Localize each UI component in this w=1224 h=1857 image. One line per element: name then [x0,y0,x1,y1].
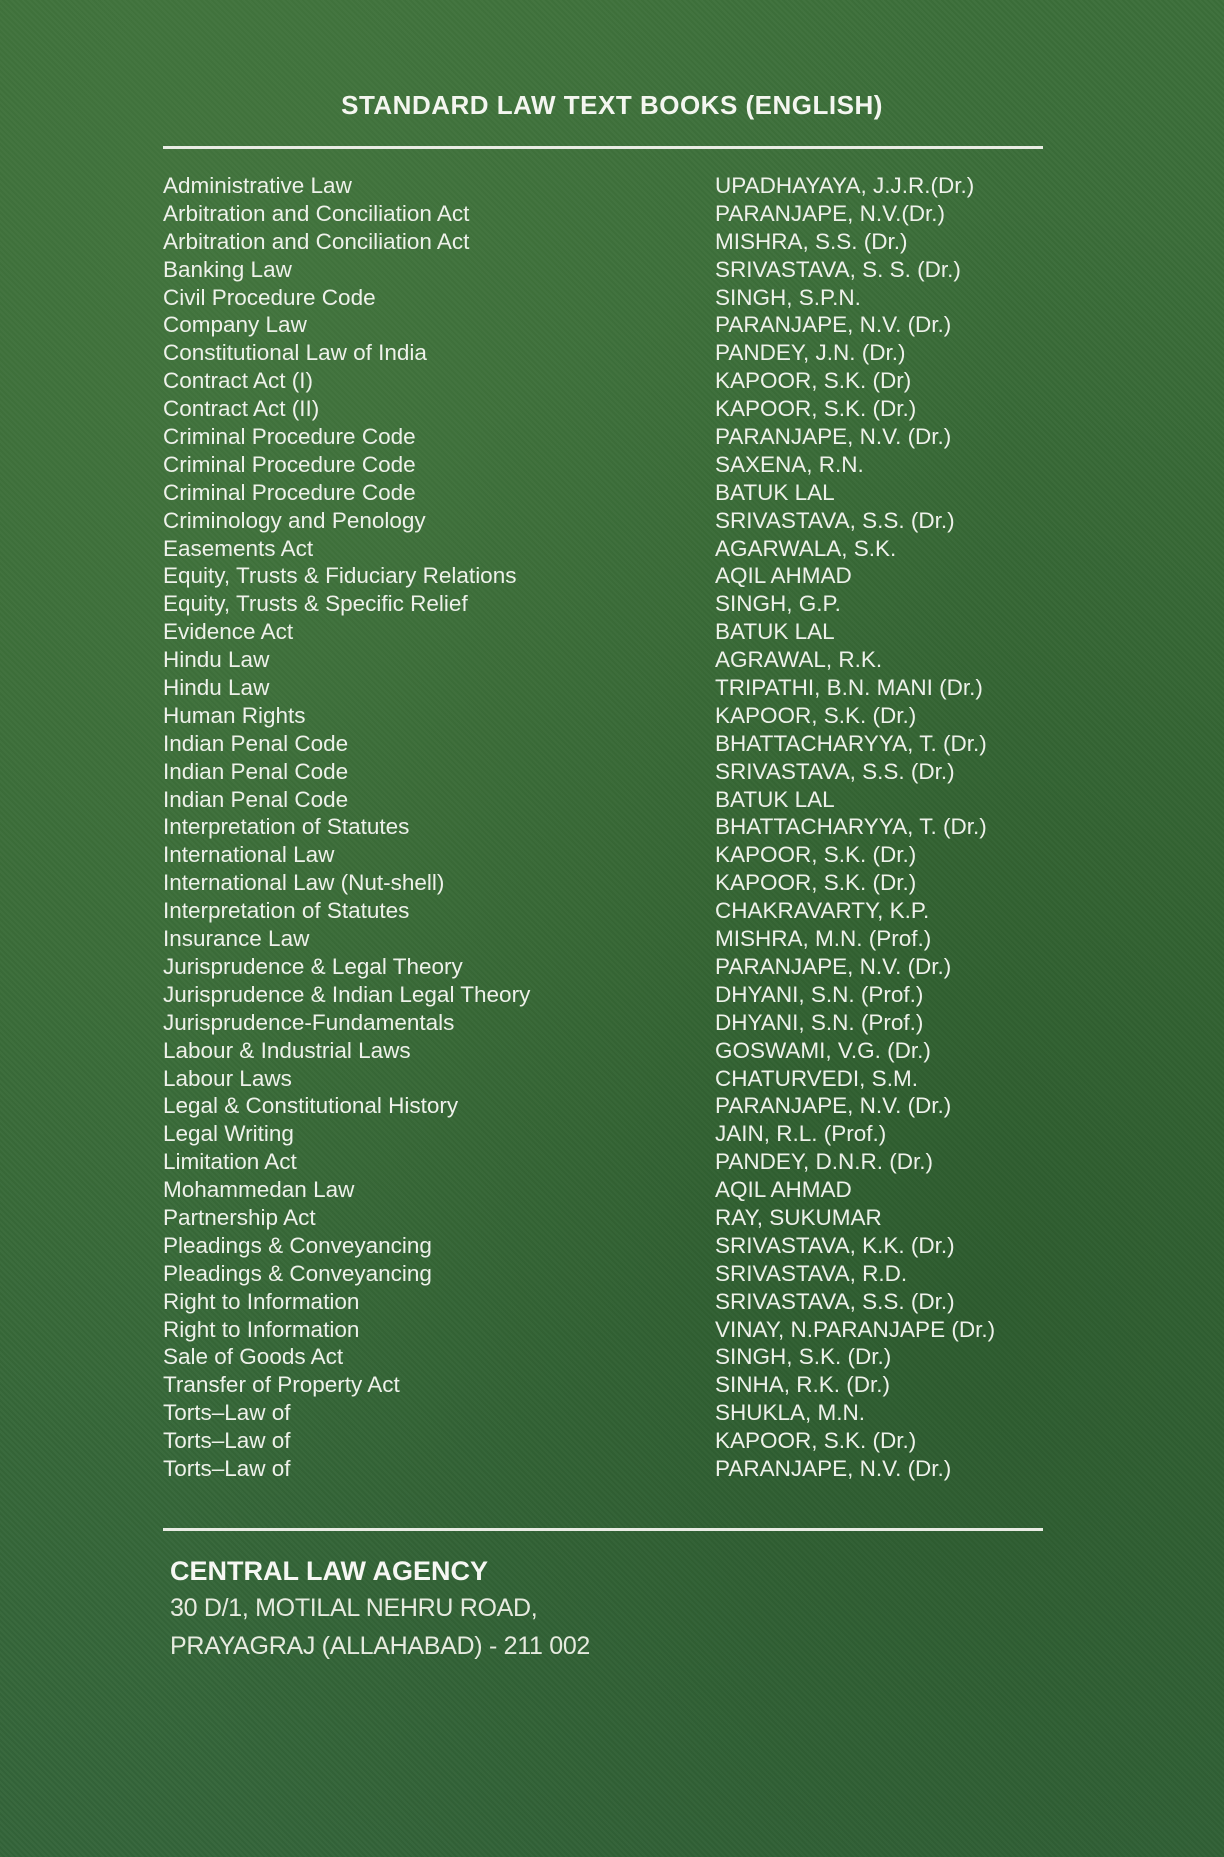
book-subject: Constitutional Law of India [163,340,427,366]
book-author: SRIVASTAVA, S.S. (Dr.) [715,758,955,784]
book-row [163,367,1063,395]
book-row [163,813,1063,841]
book-subject: Contract Act (II) [163,396,320,422]
book-row [163,897,1063,925]
book-subject: Easements Act [163,535,314,561]
book-author: GOSWAMI, V.G. (Dr.) [715,1037,931,1063]
book-subject: International Law (Nut-shell) [163,870,445,896]
book-author: BATUK LAL [715,479,835,505]
page-title: STANDARD LAW TEXT BOOKS (ENGLISH) [341,90,883,120]
book-author: SINGH, S.P.N. [715,284,861,310]
book-subject: Labour & Industrial Laws [163,1037,411,1063]
book-row [163,1260,1063,1288]
book-row [163,479,1063,507]
book-subject: Labour Laws [163,1065,292,1091]
book-row [163,200,1063,228]
book-row [163,1455,1063,1483]
book-author: AGRAWAL, R.K. [715,647,883,673]
book-row [163,507,1063,535]
book-subject: Legal Writing [163,1121,294,1147]
book-row [163,1120,1063,1148]
book-subject: Human Rights [163,702,306,728]
book-list [163,172,1063,1483]
book-subject: Interpretation of Statutes [163,814,410,840]
book-subject: Equity, Trusts & Specific Relief [163,591,468,617]
book-row [163,1037,1063,1065]
book-subject: Pleadings & Conveyancing [163,1260,432,1286]
book-row [163,256,1063,284]
publisher-address-line-2: PRAYAGRAJ (ALLAHABAD) - 211 002 [170,1632,591,1660]
book-author: SAXENA, R.N. [715,451,864,477]
book-author: KAPOOR, S.K. (Dr.) [715,1428,917,1454]
book-row [163,590,1063,618]
book-subject: Torts–Law of [163,1400,291,1426]
book-author: PARANJAPE, N.V.(Dr.) [715,200,946,226]
book-author: AQIL AHMAD [715,563,852,589]
book-row [163,1176,1063,1204]
book-subject: Banking Law [163,256,292,282]
book-subject: Criminal Procedure Code [163,451,416,477]
book-subject: Criminal Procedure Code [163,424,416,450]
book-subject: Torts–Law of [163,1428,291,1454]
top-divider [163,146,1043,149]
book-author: KAPOOR, S.K. (Dr.) [715,842,917,868]
book-subject: Legal & Constitutional History [163,1093,459,1119]
book-author: SRIVASTAVA, K.K. (Dr.) [715,1232,955,1258]
book-subject: Interpretation of Statutes [163,898,410,924]
book-subject: Partnership Act [163,1204,316,1230]
book-author: AGARWALA, S.K. [715,535,897,561]
publisher-block [170,1553,970,1665]
book-row [163,172,1063,200]
book-author: PARANJAPE, N.V. (Dr.) [715,312,952,338]
book-subject: Hindu Law [163,675,270,701]
book-subject: Indian Penal Code [163,786,349,812]
book-row [163,284,1063,312]
book-row [163,953,1063,981]
book-row [163,562,1063,590]
book-author: KAPOOR, S.K. (Dr.) [715,396,917,422]
book-author: DHYANI, S.N. (Prof.) [715,981,924,1007]
book-row [163,1232,1063,1260]
book-row [163,1343,1063,1371]
book-subject: Torts–Law of [163,1455,291,1481]
book-row [163,1288,1063,1316]
book-subject: Transfer of Property Act [163,1372,400,1398]
book-row [163,1399,1063,1427]
book-subject: Indian Penal Code [163,758,349,784]
book-author: PARANJAPE, N.V. (Dr.) [715,953,952,979]
book-author: PANDEY, J.N. (Dr.) [715,340,906,366]
book-subject: Evidence Act [163,619,294,645]
book-subject: Insurance Law [163,926,310,952]
book-author: VINAY, N.PARANJAPE (Dr.) [715,1316,996,1342]
book-subject: International Law [163,842,335,868]
book-row [163,1009,1063,1037]
book-row [163,925,1063,953]
book-author: SRIVASTAVA, S. S. (Dr.) [715,256,961,282]
book-row [163,841,1063,869]
book-row [163,535,1063,563]
book-row [163,311,1063,339]
book-row [163,730,1063,758]
book-row [163,674,1063,702]
book-author: JAIN, R.L. (Prof.) [715,1121,887,1147]
book-author: BHATTACHARYYA, T. (Dr.) [715,730,987,756]
book-row [163,981,1063,1009]
book-author: RAY, SUKUMAR [715,1204,882,1230]
publisher-address-line-1: 30 D/1, MOTILAL NEHRU ROAD, [170,1594,538,1622]
book-subject: Criminal Procedure Code [163,479,416,505]
book-author: MISHRA, S.S. (Dr.) [715,228,908,254]
book-row [163,758,1063,786]
book-author: SHUKLA, M.N. [715,1400,866,1426]
book-subject: Limitation Act [163,1149,297,1175]
book-row [163,228,1063,256]
book-author: SRIVASTAVA, S.S. (Dr.) [715,1288,955,1314]
book-row [163,451,1063,479]
book-row [163,618,1063,646]
book-author: PARANJAPE, N.V. (Dr.) [715,424,952,450]
book-subject: Equity, Trusts & Fiduciary Relations [163,563,517,589]
book-author: CHATURVEDI, S.M. [715,1065,918,1091]
book-author: BATUK LAL [715,619,835,645]
book-row [163,1065,1063,1093]
book-subject: Criminology and Penology [163,507,426,533]
publisher-name: CENTRAL LAW AGENCY [170,1556,489,1586]
book-row [163,869,1063,897]
book-author: DHYANI, S.N. (Prof.) [715,1009,924,1035]
book-row [163,1371,1063,1399]
book-row [163,423,1063,451]
book-author: PARANJAPE, N.V. (Dr.) [715,1093,952,1119]
book-author: MISHRA, M.N. (Prof.) [715,926,932,952]
book-subject: Arbitration and Conciliation Act [163,200,470,226]
bottom-divider [163,1528,1043,1531]
book-subject: Company Law [163,312,307,338]
book-author: KAPOOR, S.K. (Dr) [715,368,912,394]
book-author: BATUK LAL [715,786,835,812]
book-author: PARANJAPE, N.V. (Dr.) [715,1455,952,1481]
book-subject: Administrative Law [163,173,352,198]
book-row [163,1092,1063,1120]
book-author: SRIVASTAVA, R.D. [715,1260,908,1286]
book-row [163,1204,1063,1232]
book-subject: Right to Information [163,1316,360,1342]
book-row [163,702,1063,730]
book-row [163,786,1063,814]
book-subject: Jurisprudence & Indian Legal Theory [163,981,531,1007]
book-author: KAPOOR, S.K. (Dr.) [715,702,917,728]
book-author: TRIPATHI, B.N. MANI (Dr.) [715,675,983,701]
book-author: SINGH, G.P. [715,591,841,617]
book-row [163,1316,1063,1344]
book-subject: Contract Act (I) [163,368,314,394]
book-author: KAPOOR, S.K. (Dr.) [715,870,917,896]
book-subject: Hindu Law [163,647,270,673]
book-author: AQIL AHMAD [715,1177,852,1203]
book-author: PANDEY, D.N.R. (Dr.) [715,1149,933,1175]
book-row [163,1427,1063,1455]
book-subject: Jurisprudence-Fundamentals [163,1009,455,1035]
book-author: CHAKRAVARTY, K.P. [715,898,930,924]
book-subject: Arbitration and Conciliation Act [163,228,470,254]
book-row [163,339,1063,367]
book-author: SINGH, S.K. (Dr.) [715,1344,892,1370]
book-subject: Jurisprudence & Legal Theory [163,953,463,979]
book-subject: Pleadings & Conveyancing [163,1232,432,1258]
book-subject: Indian Penal Code [163,730,349,756]
book-author: UPADHAYAYA, J.J.R.(Dr.) [715,173,975,198]
book-author: BHATTACHARYYA, T. (Dr.) [715,814,987,840]
book-subject: Sale of Goods Act [163,1344,344,1370]
book-row [163,646,1063,674]
book-subject: Mohammedan Law [163,1177,355,1203]
book-row [163,1148,1063,1176]
book-row [163,395,1063,423]
book-subject: Right to Information [163,1288,360,1314]
book-author: SINHA, R.K. (Dr.) [715,1372,891,1398]
book-subject: Civil Procedure Code [163,284,376,310]
book-author: SRIVASTAVA, S.S. (Dr.) [715,507,955,533]
